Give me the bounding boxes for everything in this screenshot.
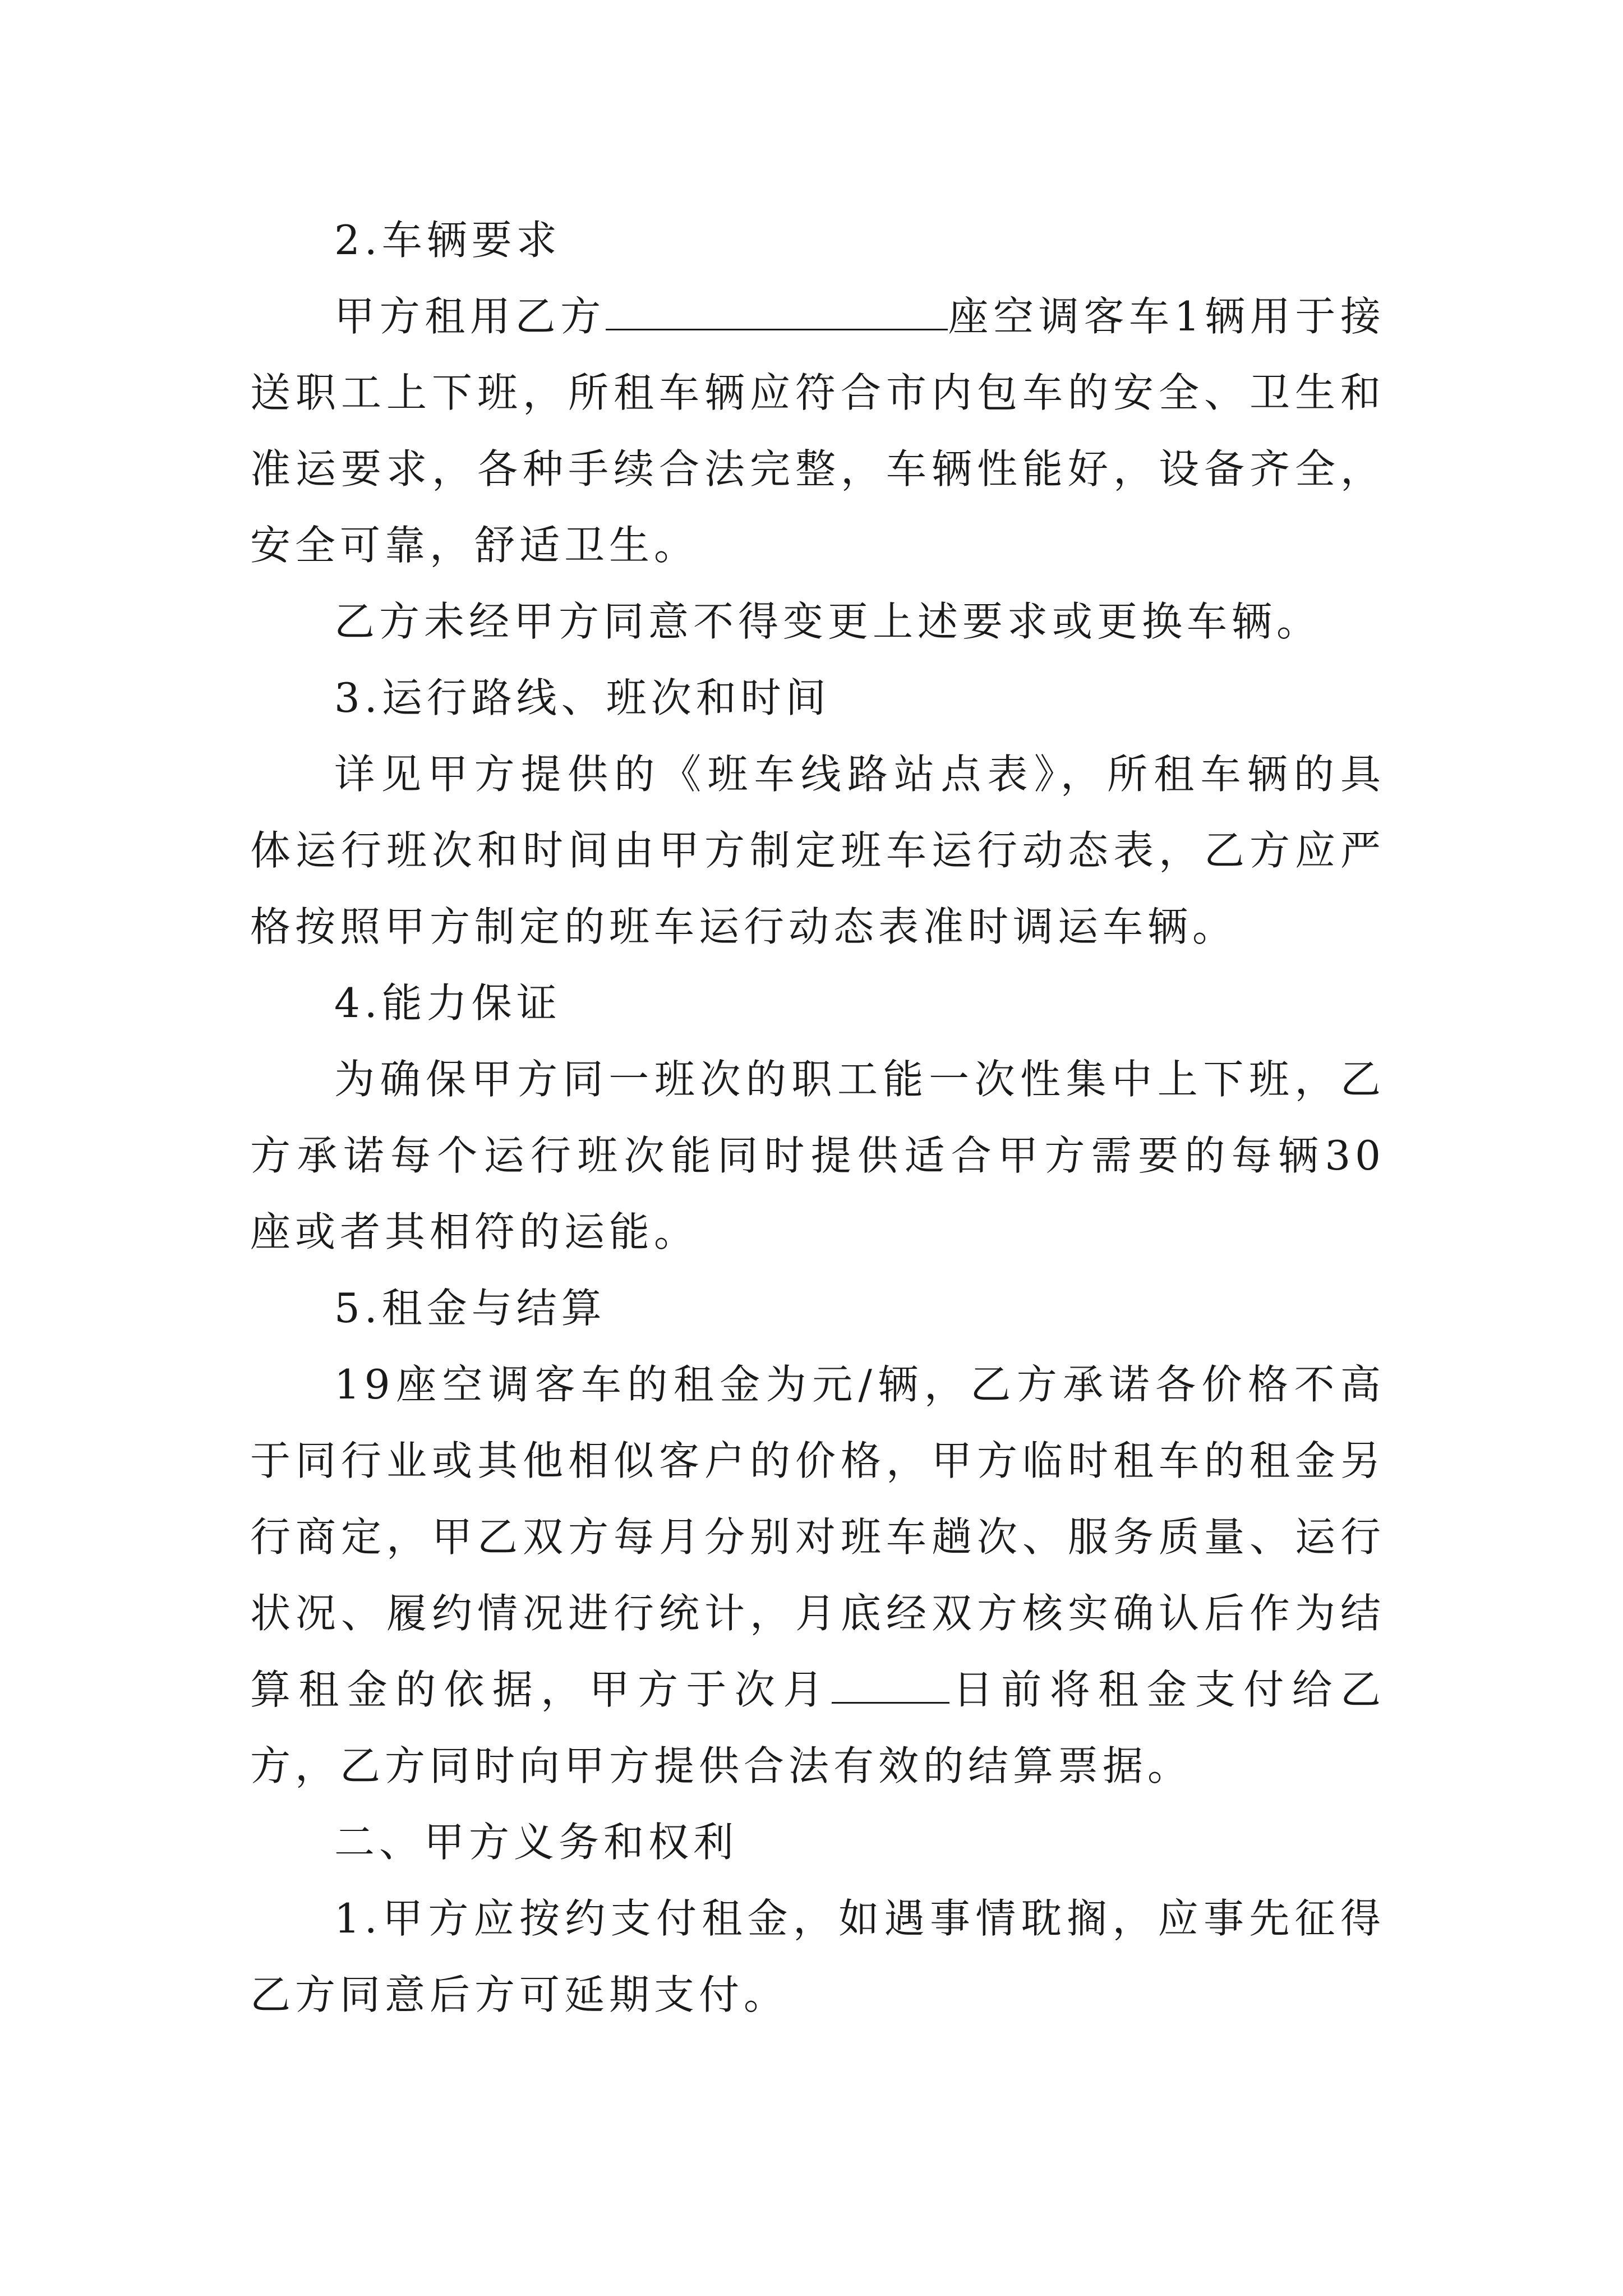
section-heading-capacity: 4.能力保证 — [334, 979, 561, 1027]
section-heading-party-a-obligations: 二、甲方义务和权利 — [334, 1819, 739, 1866]
paragraph-payment-obligation: 1.甲方应按约支付租金，如遇事情耽搁，应事先征得乙方同意后方可延期支付。 — [250, 1895, 1385, 2018]
blank-payment-day-field — [832, 1668, 949, 1704]
paragraph-capacity: 为确保甲方同一班次的职工能一次性集中上下班，乙方承诺每个运行班次能同时提供适合甲方需要的每辆30座或者其相符的运能。 — [250, 1056, 1385, 1255]
text-segment: 19座空调客车的租金为元/辆，乙方承诺各价格不高于同行业或其他相似客户的价格，甲方临时租车的租金另行商定，甲乙双方每月分别对班车趟次、服务质量、运行状况、履约情况进行统计，月底经双方核实确认后作为结算租金的依据，甲方于次月 — [250, 1361, 1385, 1713]
blank-seat-count-field — [606, 295, 948, 330]
text-segment: 座空调客车1辆用于接送职工上下班，所租车辆应符合市内包车的安全、卫生和准运要求，各种手续合法完整，车辆性能好，设备齐全，安全可靠，舒适卫生。 — [250, 293, 1385, 569]
paragraph-route-schedule: 详见甲方提供的《班车线路站点表》，所租车辆的具体运行班次和时间由甲方制定班车运行动态表，乙方应严格按照甲方制定的班车运行动态表准时调运车辆。 — [250, 751, 1385, 950]
section-heading-rent-settlement: 5.租金与结算 — [334, 1285, 606, 1332]
section-heading-route-schedule: 3.运行路线、班次和时间 — [334, 674, 831, 721]
text-segment: 日前将租金支付给乙方，乙方同时向甲方提供合法有效的结算票据。 — [250, 1666, 1385, 1789]
paragraph-rent-settlement — [250, 1346, 1385, 1804]
contract-page — [250, 202, 1385, 2033]
text-segment: 甲方租用乙方 — [334, 293, 606, 340]
paragraph-no-change: 乙方未经甲方同意不得变更上述要求或更换车辆。 — [334, 598, 1322, 645]
section-heading-vehicle-requirements: 2.车辆要求 — [334, 217, 561, 264]
paragraph-vehicle-requirements — [250, 278, 1385, 583]
